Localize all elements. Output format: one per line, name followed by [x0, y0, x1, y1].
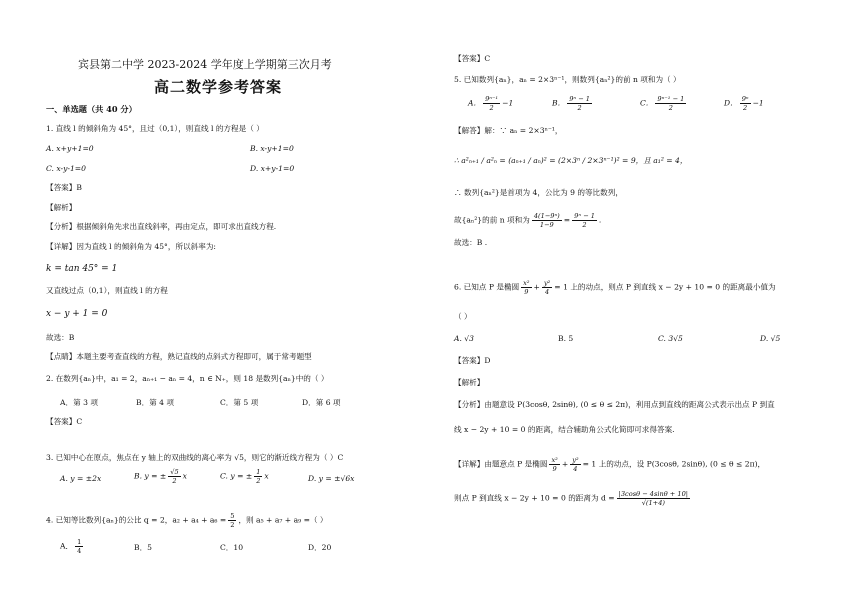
q6-option-a: A. √3 [454, 334, 474, 343]
q1-option-a: A. x+y+1=0 [46, 144, 94, 153]
q6-y-numerator: y² [543, 279, 551, 287]
q4-stem-fraction [228, 512, 236, 529]
q5-ratio-expression: a²ₙ₊₁ / a²ₙ = (aₙ₊₁ / aₙ)² = (2×3ⁿ / 2×3ⁿ⁻¹)² [461, 156, 620, 165]
q3-b-denominator: 2 [172, 477, 177, 486]
q5-d-suffix: −1 [752, 98, 764, 108]
q6-distance-fraction [617, 490, 690, 507]
q6-fenxi-line2: 线 x − 2y + 10 = 0 的距离，结合辅助角公式化简即可求得答案. [454, 425, 675, 434]
q1-stem: 1. 直线 l 的倾斜角为 45°，且过（0,1），则直线 l 的方程是（ ） [46, 124, 264, 133]
q3-b-numerator: √5 [170, 468, 179, 476]
q3-stem: 3. 已知中心在原点，焦点在 y 轴上的双曲线的离心率为 √5，则它的渐近线方程为（ ）C [46, 453, 344, 462]
q6-fenxi-line1: 【分析】由题意设 P(3cosθ, 2sinθ), (0 ≤ θ ≤ 2π)，利用点到直线的距离公式表示出点 P 到直 [454, 400, 775, 409]
q6-option-d: D. √5 [760, 334, 781, 343]
q5-geometric: ∴ 数列{aₙ²}是首项为 4，公比为 9 的等比数列， [454, 188, 623, 197]
q3-c-denominator: 2 [256, 477, 261, 486]
q5-a-numerator: 9ⁿ⁻¹ [485, 95, 499, 103]
q2-stem: 2. 在数列{aₙ}中，a₁ = 2，aₙ₊₁ − aₙ = 4，n ∈ N₊，则 18 是数列{aₙ}中的（ ） [46, 374, 329, 383]
q6-xiangjie: 【详解】由题意点 P 是椭圆 $\frac{\text{x²}}{9}$ + $\frac{\text{y²}}{4}$ = 1 上的动点，设 P(3cosθ, 2sinθ), (0 ≤ θ ≤ 2π)， [454, 456, 766, 474]
q6-option-b: B. 5 [558, 334, 574, 343]
q5-d-numerator: 9ⁿ [741, 95, 749, 103]
q2-answer: 【答案】C [46, 417, 83, 426]
q4-a-numerator: 1 [77, 538, 82, 546]
q6-stem-suffix: = 1 上的动点，则点 P 到直线 x − 2y + 10 = 0 的距离最小值为 [554, 282, 776, 292]
q3-c-suffix: x [264, 471, 269, 481]
q4-stem-prefix: 4. 已知等比数列{aₙ}的公比 q = 2，a₂ + a₄ + a₆ = [46, 515, 227, 525]
q2-option-a: A．第 3 项 [60, 398, 98, 407]
q5-c-numerator: 9ⁿ⁻¹ − 1 [657, 95, 685, 103]
q5-c-denominator: 2 [668, 104, 673, 113]
q1-answer: 【答案】B [46, 183, 82, 192]
q4-a-denominator: 4 [77, 547, 82, 556]
q4-a-prefix: A． [60, 541, 74, 551]
q4-stem-denominator: 2 [230, 521, 235, 530]
q1-option-d: D. x+y-1=0 [250, 164, 295, 173]
q1-pass-point: 又直线过点（0,1），则直线 l 的方程 [46, 286, 168, 295]
q6-analysis-header: 【解析】 [454, 378, 485, 387]
q6-y-denominator: 4 [545, 288, 550, 297]
q5-c-prefix: C． [640, 98, 654, 108]
doc-title: 高二数学参考答案 [154, 78, 283, 96]
q5-sum-denominator-1: 1−9 [539, 221, 554, 230]
q1-option-b: B. x-y+1=0 [250, 144, 294, 153]
q5-ratio-result: = 9，且 a₁² = 4， [622, 156, 688, 165]
q1-slope-equation: k = tan 45° = 1 [46, 264, 118, 274]
q6-option-c: C. 3√5 [658, 334, 683, 343]
q4-stem [46, 512, 328, 529]
q6-answer: 【答案】D [454, 356, 491, 365]
q5-ratio [454, 156, 688, 165]
q5-c-fraction [655, 95, 686, 112]
q5-sum-prefix: 故{aₙ²}的前 n 项和为 [454, 215, 530, 225]
q6-xiangjie-suffix: = 1 上的动点，设 P(3cosθ, 2sinθ), (0 ≤ θ ≤ 2π)， [582, 459, 766, 469]
q3-option-d: D. y = ±√6x [308, 474, 355, 483]
q5-sum-numerator-1: 4(1−9ⁿ) [533, 212, 560, 220]
q5-a-fraction [483, 95, 500, 112]
q4-a-fraction [75, 538, 83, 555]
q4-option-b: B．5 [134, 543, 153, 552]
q3-option-c [220, 468, 269, 485]
q5-jieda: 【解答】解：∵ aₙ = 2×3ⁿ⁻¹， [454, 126, 563, 135]
q4-stem-suffix: ，则 a₅ + a₇ + a₉ =（ ） [238, 515, 328, 525]
q5-sum-fraction-2 [572, 212, 597, 229]
q1-choose: 故选：B [46, 333, 75, 342]
q1-analysis-header: 【解析】 [46, 203, 77, 212]
q5-a-denominator: 2 [489, 104, 494, 113]
q6-xj-y-numerator: y² [572, 456, 579, 464]
q6-xj-y-term [570, 456, 580, 473]
q2-option-c: C．第 5 项 [220, 398, 259, 407]
q4-answer: 【答案】C [454, 54, 491, 63]
q5-b-numerator: 9ⁿ − 1 [569, 95, 590, 103]
q3-b-fraction [168, 468, 180, 485]
q5-stem: 5. 已知数列{aₙ}，aₙ = 2×3ⁿ⁻¹，则数列{aₙ²}的前 n 项和为（ ） [454, 75, 681, 84]
q5-a-prefix: A． [468, 98, 482, 108]
q3-b-prefix: B. y = ± [134, 471, 167, 481]
q1-dianjing: 【点睛】本题主要考查直线的方程，熟记直线的点斜式方程即可，属于常考题型 [46, 352, 312, 361]
q5-b-prefix: B． [552, 98, 566, 108]
q1-xiangjie: 【详解】因为直线 l 的倾斜角为 45°，所以斜率为: [46, 242, 216, 251]
q2-option-b: B．第 4 项 [136, 398, 175, 407]
q5-d-fraction [740, 95, 751, 112]
q6-distance [454, 490, 692, 507]
q3-c-fraction [254, 468, 262, 485]
q5-choose: 故选：B . [454, 238, 488, 247]
q4-stem-numerator: 5 [230, 512, 235, 520]
q6-ellipse-x-term [521, 279, 531, 296]
q6-distance-prefix: 则点 P 到直线 x − 2y + 10 = 0 的距离为 d = [454, 493, 615, 503]
q5-sum-denominator-2: 2 [582, 221, 587, 230]
q4-option-d: D．20 [308, 543, 332, 552]
q5-option-d [724, 95, 764, 112]
q6-paren: （ ） [454, 312, 472, 321]
q5-sum: 故{aₙ²}的前 n 项和为 $\frac{\text{4(1−9ⁿ)}}{1-9}$ = $\frac{\text{9ⁿ − 1}}{2}$ . [454, 212, 602, 230]
q4-option-a [60, 538, 85, 555]
section-heading: 一、单选题（共 40 分） [46, 104, 137, 114]
q5-b-fraction [567, 95, 592, 112]
q6-x-numerator: x² [523, 279, 530, 287]
q3-c-prefix: C. y = ± [220, 471, 253, 481]
q5-a-suffix: −1 [502, 98, 514, 108]
q3-option-a: A. y = ±2x [60, 474, 102, 483]
q3-b-suffix: x [182, 471, 187, 481]
q5-d-denominator: 2 [743, 104, 748, 113]
q5-b-denominator: 2 [577, 104, 582, 113]
q5-sum-suffix: . [598, 215, 602, 225]
q6-xj-x-denominator: 9 [552, 465, 557, 474]
q3-option-b [134, 468, 187, 485]
q6-xj-y-denominator: 4 [573, 465, 578, 474]
q5-sum-numerator-2: 9ⁿ − 1 [574, 212, 595, 220]
q1-fenxi: 【分析】根据倾斜角先求出直线斜率，再由定点，即可求出直线方程. [46, 222, 277, 231]
q6-stem: 6. 已知点 P 是椭圆 $\frac{\text{x²}}{9}$ + $\frac{\text{y²}}{4}$ = 1 上的动点，则点 P 到直线 x − 2y + 10 = 0 的距离最小值为 [454, 279, 776, 297]
q5-option-c [640, 95, 688, 112]
q3-c-numerator: 1 [256, 468, 261, 476]
q6-distance-numerator: |3cosθ − 4sinθ + 10| [618, 490, 689, 498]
school-title: 宾县第二中学 2023-2024 学年度上学期第三次月考 [78, 58, 332, 71]
q1-option-c: C. x-y-1=0 [46, 164, 86, 173]
q6-xiangjie-prefix: 【详解】由题意点 P 是椭圆 [454, 459, 548, 469]
q6-xj-x-term [549, 456, 559, 473]
q6-distance-denominator: √(1+4) [641, 499, 665, 508]
q5-ratio-prefix: ∴ [454, 156, 459, 165]
q6-stem-prefix: 6. 已知点 P 是椭圆 [454, 282, 520, 292]
q5-sum-fraction-1 [532, 212, 562, 229]
q2-option-d: D．第 6 项 [302, 398, 341, 407]
q5-option-a [468, 95, 513, 112]
q5-option-b [552, 95, 594, 112]
q6-x-denominator: 9 [524, 288, 529, 297]
q4-option-c: C．10 [220, 543, 244, 552]
q6-ellipse-y-term [542, 279, 552, 296]
q6-xj-x-numerator: x² [551, 456, 558, 464]
q1-line-equation: x − y + 1 = 0 [46, 309, 108, 319]
q5-d-prefix: D． [724, 98, 738, 108]
